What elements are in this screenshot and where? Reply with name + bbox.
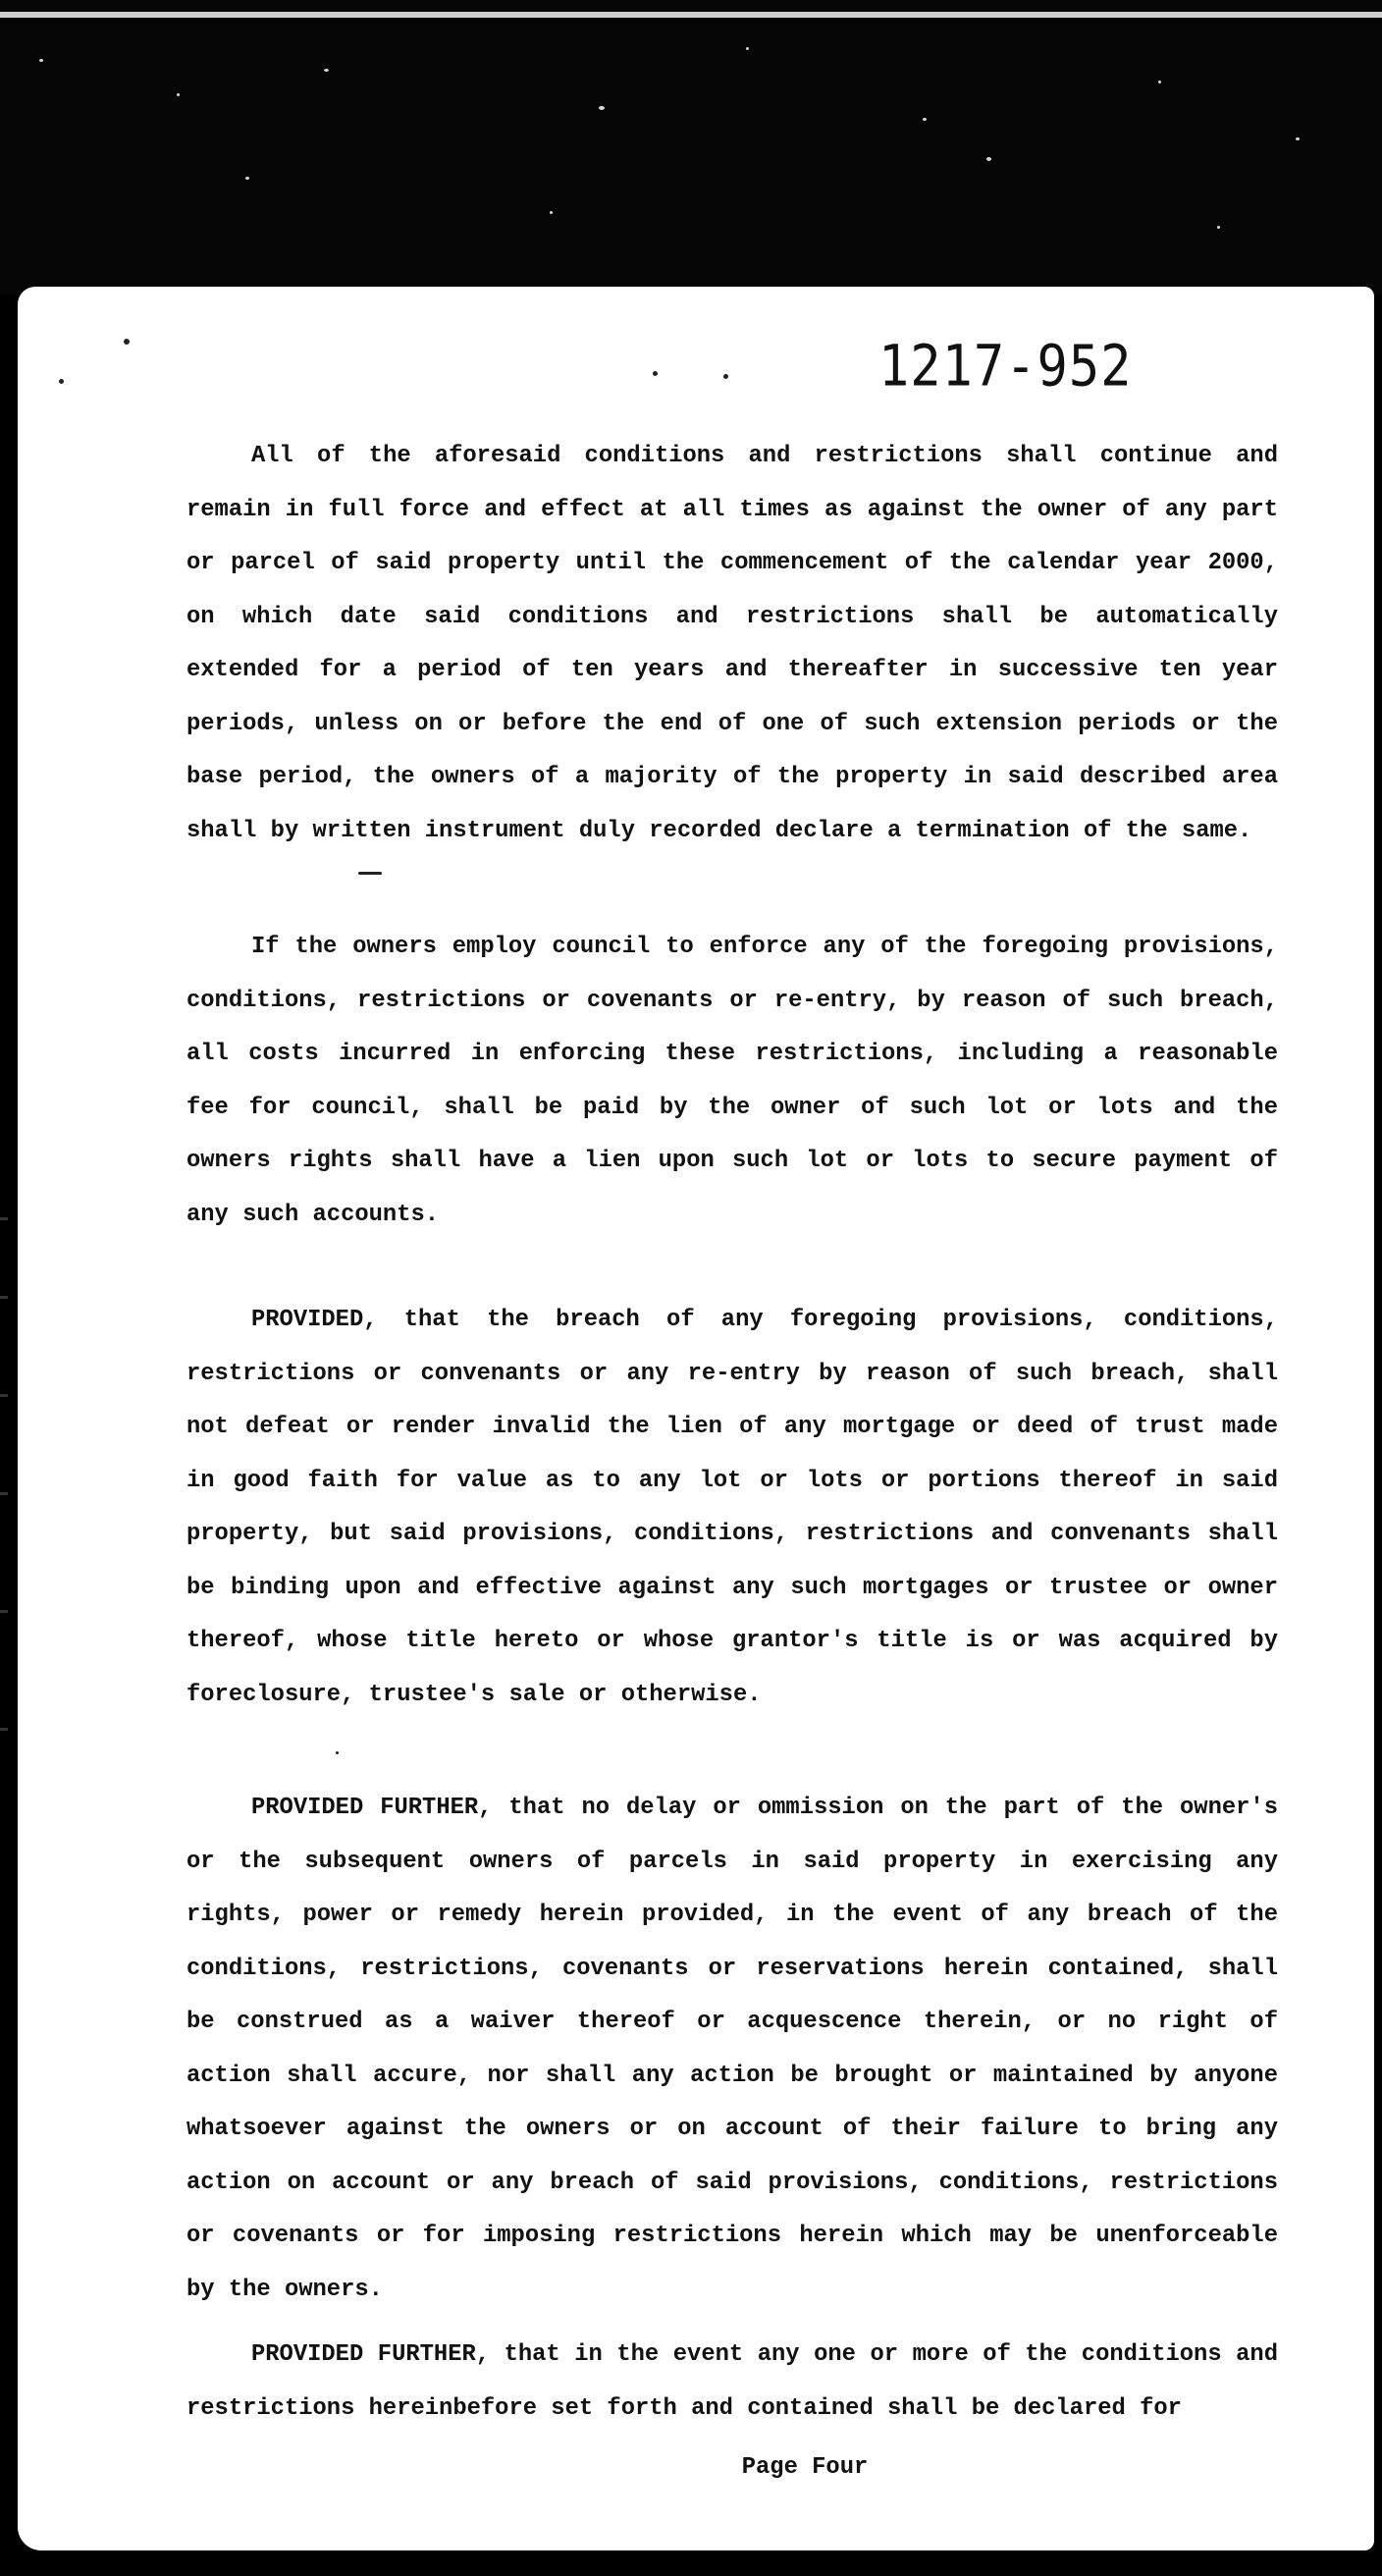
scan-bottom-border	[0, 2550, 1382, 2576]
scan-noise	[0, 1728, 8, 1731]
scan-noise	[986, 157, 991, 161]
paragraph-termination-clause: All of the aforesaid conditions and restrictions shall continue and remain in full force and effect at all times as against the owner of any part or parcel of said property until the commencement of the calendar year 2000, on which date said conditions and restrictions shall be automatically extended for a period of ten years and thereafter in successive ten year periods, unless on or before the end of one of such extension periods or the base period, the owners of a majority of the property in said described area shall by written instrument duly recorded declare a termination of the same.	[186, 443, 1278, 844]
paragraph-waiver-proviso: PROVIDED FURTHER, that no delay or ommission on the part of the owner's or the subsequent owners of parcels in said property in exercising any rights, power or remedy herein provided, in the event of any breach of the conditions, restrictions, covenants or reservations herein contained, shall be construed as a waiver thereof or acquescence therein, or no right of action shall accure, nor shall any action be brought or maintained by anyone whatsoever against the owners or on account of their failure to bring any action on account or any breach of said provisions, conditions, restrictions or covenants or for imposing restrictions herein which may be unenforceable by the owners.	[186, 1795, 1278, 2303]
scan-noise	[0, 1394, 8, 1397]
scan-top-border	[0, 0, 1382, 295]
scan-edge-line	[0, 12, 1382, 18]
ink-speck	[336, 1751, 339, 1754]
ink-speck	[723, 374, 728, 379]
paragraph-mortgage-proviso: PROVIDED, that the breach of any foregoing provisions, conditions, restrictions or convenants or any re-entry by reason of such breach, shall not defeat or render invalid the lien of any mortgage or deed of trust made in good faith for value as to any lot or lots or portions thereof in said property, but said provisions, conditions, restrictions and convenants shall be binding upon and effective against any such mortgages or trustee or owner thereof, whose title hereto or whose grantor's title is or was acquired by foreclosure, trustee's sale or otherwise.	[186, 1307, 1278, 1708]
scan-noise	[324, 69, 329, 72]
paragraph-enforcement-costs: If the owners employ council to enforce any of the foregoing provisions, conditions, restrictions or covenants or re-entry, by reason of such breach, all costs incurred in enforcing these restrictions, including a reasonable fee for council, shall be paid by the owner of such lot or lots and the owners rights shall have a lien upon such lot or lots to secure payment of any such accounts.	[186, 934, 1278, 1228]
scan-noise	[1217, 226, 1220, 229]
scan-noise	[599, 106, 605, 110]
scan-noise	[0, 1217, 8, 1220]
ink-speck	[59, 379, 64, 384]
scan-noise	[177, 93, 180, 96]
scan-noise	[1158, 80, 1161, 83]
ink-speck	[653, 371, 658, 376]
scan-noise	[746, 47, 749, 50]
scan-noise	[0, 1610, 8, 1613]
scan-noise	[0, 1296, 8, 1299]
scan-noise	[0, 1492, 8, 1495]
scan-noise	[1296, 137, 1300, 140]
ink-smudge	[358, 872, 382, 875]
scan-noise	[550, 211, 553, 214]
paragraph-severability-proviso: PROVIDED FURTHER, that in the event any one or more of the conditions and restrictions hereinbefore set forth and contained shall be declared for	[186, 2341, 1278, 2422]
scan-noise	[39, 59, 43, 62]
ink-speck	[124, 339, 130, 345]
scan-noise	[923, 118, 927, 121]
page-footer: Page Four	[741, 2454, 869, 2481]
document-number: 1217-952	[878, 334, 1133, 401]
scan-noise	[245, 177, 249, 180]
scan-left-border	[0, 295, 18, 2552]
